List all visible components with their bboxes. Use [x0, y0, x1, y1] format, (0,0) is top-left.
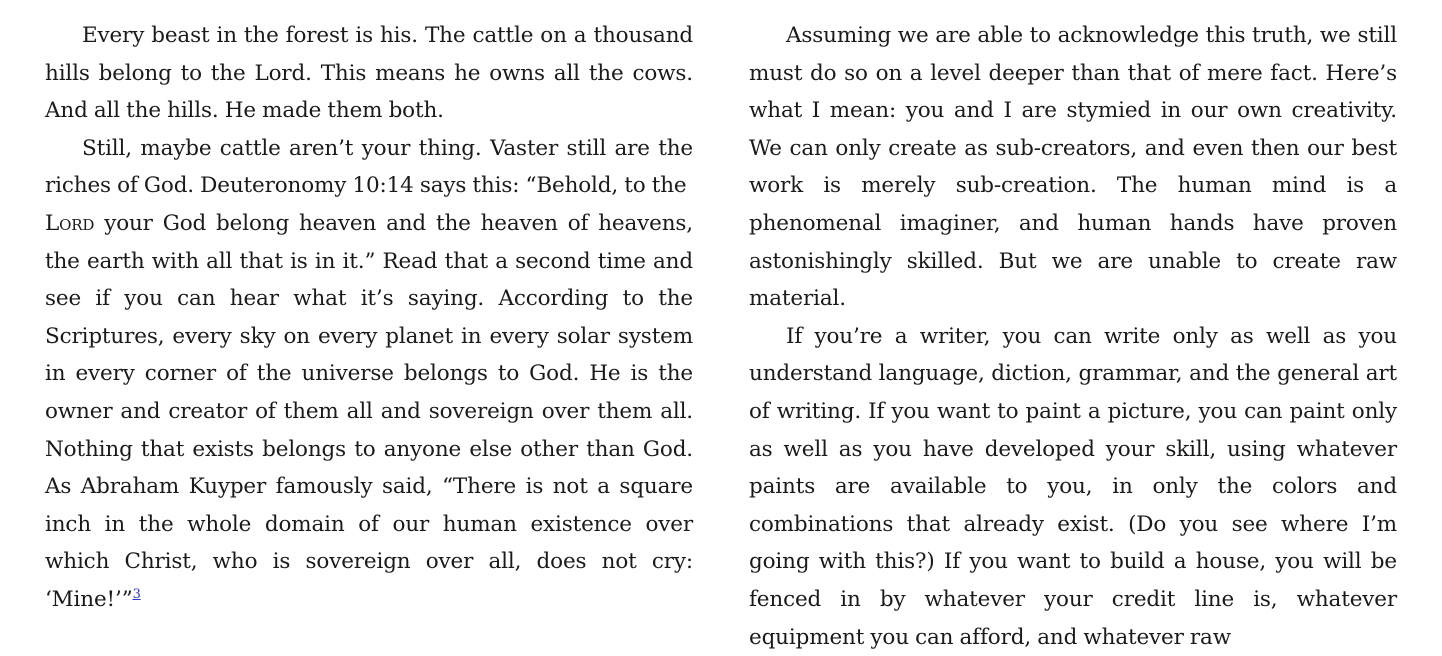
paragraph: [45, 17, 693, 130]
paragraph: [45, 130, 693, 619]
paragraph: [749, 17, 1397, 318]
footnote-link[interactable]: 3: [132, 586, 141, 602]
paragraph-text: Every beast in the forest is his. The cattle on a thousand hills belong to the Lord. This means he owns all the cows. And all the hills. He made them both.: [45, 23, 693, 124]
paragraph: [749, 318, 1397, 656]
paragraph-text: If you’re a writer, you can write only as well as you understand language, diction, grammar, and the general art of writing. If you want to paint a picture, you can paint only as well as you have developed your skill, using whatever paints are available to you, in only the colors and combinations that already exist. (Do you see where I’m going with this?) If you want to build a house, you will be fenced in by whatever your credit line is, whatever equipment you can afford, and whatever raw: [749, 323, 1397, 650]
paragraph-text: your God belong heaven and the heaven of heavens, the earth with all that is in it.” Read that a second time and see if you can hear what it’s saying. According to the Scriptures, every sky on every planet in every solar system in every corner of the universe belongs to God. He is the owner and creator of them all and sovereign over them all. Nothing that exists belongs to anyone else other than God. As Abraham Kuyper famously said, “There is not a square inch in the whole domain of our human existence over which Christ, who is sovereign over all, does not cry: ‘Mine!’”: [45, 210, 693, 612]
paragraph-text: Assuming we are able to acknowledge this truth, we still must do so on a level deeper than that of mere fact. Here’s what I mean: you and I are stymied in our own creativity. We can only create as sub-creators, and even then our best work is merely sub-creation. The human mind is a phenomenal imaginer, and human hands have proven astonishingly skilled. But we are unable to create raw material.: [749, 23, 1397, 312]
paragraph-text: Still, maybe cattle aren’t your thing. Vaster still are the riches of God. Deuteronomy 10:14 says this: “Behold, to the: [45, 135, 693, 199]
left-page: [45, 17, 693, 619]
lord-small-caps: Lord: [45, 210, 95, 236]
right-page: [749, 17, 1397, 656]
